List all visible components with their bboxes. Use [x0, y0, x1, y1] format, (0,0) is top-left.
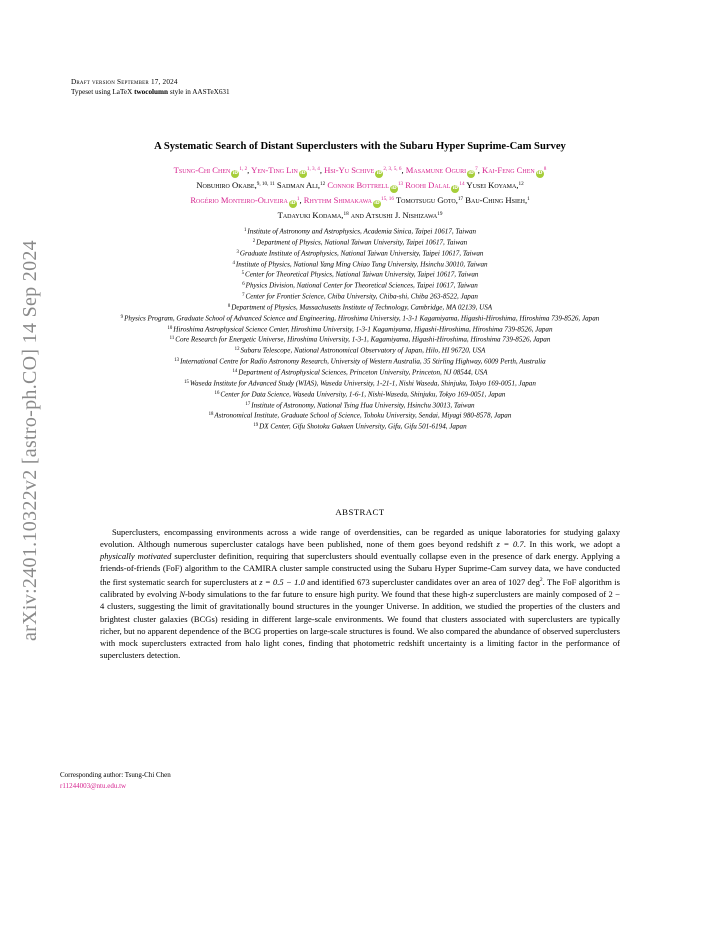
author-name: Bau-Ching Hsieh,$^1$ — [465, 195, 530, 205]
author-name[interactable]: Tsung-Chi Chen iD$^{1, 2}$ — [173, 165, 248, 176]
affiliation-item: $^{10}$Hiroshima Astrophysical Science Center, Hiroshima University, 1-3-1 Kagamiyama, Higashi-Hiroshima, Hiroshima 739-8526, Japan — [167, 325, 553, 334]
affiliation-item: $^2$Department of Physics, National Taiwan University, Taipei 10617, Taiwan — [252, 238, 468, 247]
affiliation-item: $^6$Physics Division, National Center for Theoretical Sciences, Taipei 10617, Taiwan — [242, 281, 478, 290]
affiliation-item: $^9$Physics Program, Graduate School of Advanced Science and Engineering, Hiroshima University, 1-3-1 Kagamiyama, Higashi-Hiroshima, Hiroshima 739-8526, Japan — [120, 314, 600, 323]
affiliation-item: $^{17}$Institute of Astronomy, National Tsing Hua University, Hsinchu 30013, Taiwan — [245, 401, 475, 409]
affiliation-item: $^5$Center for Theoretical Physics, National Taiwan University, Taipei 10617, Taiwan — [241, 270, 479, 279]
affiliation-item: $^4$Institute of Physics, National Yang Ming Chiao Tung University, Hsinchu 30010, Taiwan — [232, 260, 488, 269]
arxiv-identifier-stamp: arXiv:2401.10322v2 [astro-ph.CO] 14 Sep 2024 — [18, 239, 41, 641]
corresponding-email-link[interactable]: r11244003@ntu.edu.tw — [60, 781, 127, 790]
affiliation-item: $^1$Institute of Astronomy and Astrophysics, Academia Sinica, Taipei 10617, Taiwan — [243, 227, 477, 236]
affiliation-item: $^{16}$Center for Data Science, Waseda University, 1-6-1, Nishi-Waseda, Shinjuku, Tokyo 169-0051, Japan — [214, 390, 506, 399]
orcid-icon[interactable]: iD — [374, 201, 380, 206]
author-list: Tsung-Chi Chen iD$^{1, 2}$, Yen-Ting Lin iD$^{1, 3, 4}$, Hsi-Yu Schive iD$^{2, 3, 5, 6}$, Masamune Oguri $iD^7$, Kai-Feng Chen $iD^8$ Nobuhiro Okabe,$^{9, 10, 11}$ Sadman Ali,$^{12}$ Connor Bottrell $iD^{13}$ Roohi Dalal $iD^{14}$ Yusei Koyama,$^{12}$ Rogério Monteiro-Oliveira $iD^1$, Rhythm Shimakawa iD$^{15, 16}$ Tomotsugu Goto,$^{17}$ Bau-Ching Hsieh,$^1$ Tadayuki Kodama,$^{18}$ and Atsushi J. Nishizawa$^{19}$ — [173, 165, 547, 220]
corresponding-author: Corresponding author: Tsung-Chi Chen — [60, 771, 171, 779]
orcid-icon[interactable]: iD — [452, 186, 459, 191]
abstract-text: Superclusters, encompassing environments across a wide range of overdensities, can be regarded as unique laboratories for studying galaxy evolution. Although numerous supercluster catalogs have been published, none of them goes beyond redshift z = 0.7. In this work, we adopt a physically motivated supercluster definition, requiring that superclusters should eventually collapse even in the presence of dark energy. Applying a friends-of-friends (FoF) algorithm to the CAMIRA cluster sample constructed using the Subaru Hyper Suprime-Cam survey data, we have conducted the first systematic search for superclusters at z = 0.5 − 1.0 and identified 673 supercluster candidates over an area of 1027 deg$^2$. The FoF algorithm is calibrated by evolving N-body simulations to the far future to ensure high purity. We found that these high-z superclusters are mainly composed of 2 − 4 clusters, suggesting the limit of gravitationally bound structures in the younger Universe. In addition, we studied the properties of the clusters and brightest cluster galaxies (BCGs) residing in different large-scale environments. We found that clusters associated with superclusters are typically richer, but no apparent dependence of the BCG properties on large-scale structures is found. We also compared the abundance of observed superclusters with mock superclusters extracted from halo light cones, finding that photometric redshift uncertainty is a limiting factor in the performance of superclusters detection. — [100, 527, 620, 660]
author-name[interactable]: Roohi Dalal $iD^{14}$ — [405, 180, 465, 191]
affiliation-list — [50, 226, 670, 432]
paper-title: A Systematic Search of Distant Superclusters with the Subaru Hyper Suprime-Cam Survey — [154, 141, 566, 152]
abstract-heading: ABSTRACT — [335, 507, 385, 517]
draft-version: Draft version September 17, 2024 — [71, 78, 178, 86]
orcid-icon[interactable]: iD — [537, 171, 543, 176]
author-name[interactable]: Yen-Ting Lin iD$^{1, 3, 4}$ — [251, 165, 320, 176]
orcid-icon[interactable]: iD — [376, 171, 383, 176]
author-name: Atsushi J. Nishizawa$^{19}$ — [365, 210, 443, 220]
orcid-icon[interactable]: iD — [290, 201, 296, 206]
affiliation-item: $^{15}$Waseda Institute for Advanced Study (WIAS), Waseda University, 1-21-1, Nishi Waseda, Shinjuku, Tokyo 169-0051, Japan — [184, 379, 536, 388]
affiliation-item: $^3$Graduate Institute of Astrophysics, National Taiwan University, Taipei 10617, Taiwan — [236, 249, 484, 258]
author-name: Sadman Ali,$^{12}$ — [276, 180, 326, 190]
author-name[interactable]: Connor Bottrell $iD^{13}$ — [327, 180, 404, 191]
affiliation-item: $^{14}$Department of Astrophysical Sciences, Princeton University, Princeton, NJ 08544, USA — [232, 368, 488, 377]
typeset-note: Typeset using LaTeX twocolumn style in AASTeX631 — [71, 88, 230, 96]
orcid-icon[interactable]: iD — [300, 171, 306, 176]
corresponding-author-footnote — [60, 770, 171, 791]
author-name[interactable]: Hsi-Yu Schive iD$^{2, 3, 5, 6}$ — [324, 165, 402, 176]
author-name: Tomotsugu Goto,$^{17}$ — [395, 195, 464, 205]
author-name[interactable]: Kai-Feng Chen $iD^8$ — [482, 165, 547, 176]
author-name: Tadayuki Kodama,$^{18}$ — [277, 210, 349, 220]
author-name: Nobuhiro Okabe,$^{9, 10, 11}$ — [196, 180, 275, 190]
author-name: Yusei Koyama,$^{12}$ — [466, 180, 524, 190]
affiliation-item: $^7$Center for Frontier Science, Chiba University, Chiba-shi, Chiba 263-8522, Japan — [242, 292, 478, 301]
orcid-icon[interactable]: iD — [391, 186, 397, 191]
author-name[interactable]: Rogério Monteiro-Oliveira $iD^1$ — [190, 195, 300, 206]
affiliation-item: $^{12}$Subaru Telescope, National Astronomical Observatory of Japan, Hilo, HI 96720, USA — [234, 346, 486, 355]
author-name[interactable]: Masamune Oguri $iD^7$ — [405, 165, 478, 176]
author-name[interactable]: Rhythm Shimakawa iD$^{15, 16}$ — [303, 195, 394, 206]
orcid-icon[interactable]: iD — [232, 171, 239, 176]
affiliation-item: $^{13}$International Centre for Radio Astronomy Research, University of Western Australia, 35 Stirling Highway, 6009 Perth, Australia — [174, 357, 546, 366]
draft-header — [71, 77, 230, 97]
affiliation-item: $^{18}$Astronomical Institute, Graduate School of Science, Tohoku University, Sendai, Miyagi 980-8578, Japan — [208, 411, 512, 420]
orcid-icon[interactable]: iD — [468, 171, 474, 176]
affiliation-item: $^{11}$Core Research for Energetic Universe, Hiroshima University, 1-3-1, Kagamiyama, Higashi-Hiroshima, Hiroshima 739-8526, Japan — [169, 335, 551, 344]
affiliation-item: $^{19}$DX Center, Gifu Shotoku Gakuen University, Gifu, Gifu 501-6194, Japan — [253, 422, 467, 431]
affiliation-item: $^8$Department of Physics, Massachusetts Institute of Technology, Cambridge, MA 02139, USA — [227, 303, 493, 312]
